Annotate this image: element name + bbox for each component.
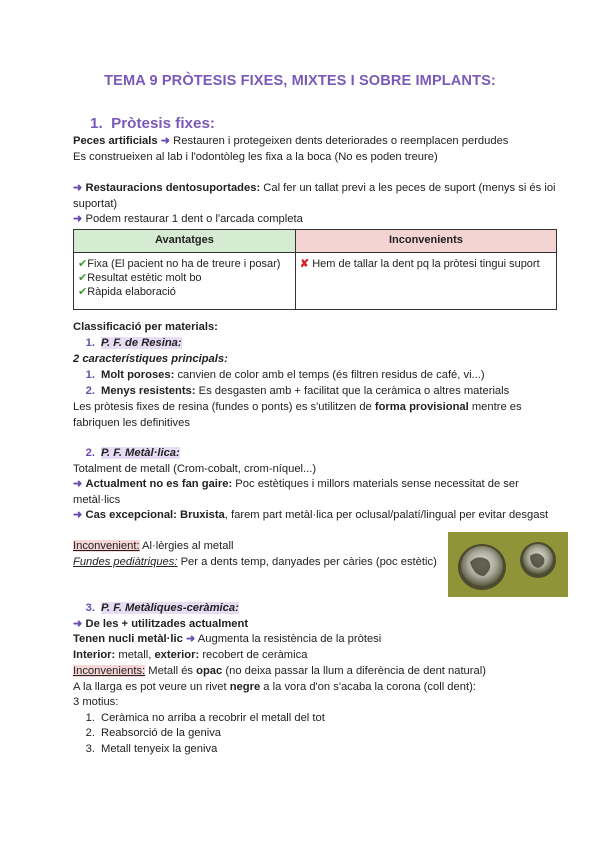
metalcer-label: P. F. Metàliques-ceràmica: [101,602,239,614]
list-number: 3. [85,602,95,614]
metalcer-interior: Interior: metall, exterior: recobert de ceràmica [73,649,308,661]
restauracions-paragraph [73,181,563,212]
classificacio-heading: Classificació per materials: [73,321,218,333]
arrow-icon: ➜ [73,213,83,225]
definition-line [73,134,563,150]
resina-item: 2. Menys resistents: Es desgasten amb + facilitat que la ceràmica o altres materials [85,385,510,397]
cross-icon: ✘ [299,258,310,270]
resina-subheading: 2 característiques principals: [73,353,228,365]
restaurar-text: Podem restaurar 1 dent o l'arcada completa [82,213,303,225]
list-number: 1. [85,337,95,349]
definition-text: Restauren i protegeixen dents deteriorades o reemplacen perdudes [170,135,509,147]
motiu-item: 1. Ceràmica no arriba a recobrir el metall del tot [85,712,325,724]
resina-note: Les pròtesis fixes de resina (fundes o ponts) es s'utilitzen de forma provisional mentre es fabriquen les definitives [73,401,522,429]
arrow-icon: ➜ [73,478,83,490]
dental-crowns-photo [448,532,568,597]
resina-heading [73,336,563,352]
metal-bullet: ➜ Actualment no es fan gaire: Poc estètiques i millors materials sense necessitat de ser metàl·lics [73,478,519,506]
resina-label: P. F. de Resina: [101,337,182,349]
section-heading-text: Pròtesis fixes: [111,115,215,132]
inconvenient-text: Hem de tallar la dent pq la pròtesi tingui suport [312,258,540,270]
metal-inconvenient: Inconvenient: Al·lèrgies al metall [73,540,234,552]
metal-bullet: ➜ Cas excepcional: Bruxista, farem part metàl·lica per oclusal/palatí/lingual per evitar desgast [73,509,549,521]
section-heading-protesis-fixes [90,116,215,132]
construction-line: Es construeixen al lab i l'odontòleg les fixa a la boca (No es poden treure) [73,151,438,163]
inconvenient-label: Inconvenient: [73,540,140,552]
metalcer-bullet: ➜ De les + utilitzades actualment [73,618,249,630]
inconvenients-cell [295,253,556,310]
metal-heading [73,446,563,462]
check-icon: ✔ [78,286,88,298]
motiu-item: 2. Reabsorció de la geniva [85,727,222,739]
fundes-pediatriques: Fundes pediàtriques: Per a dents temp, danyades per càries (poc estètic) [73,556,437,568]
term-peces-artificials: Peces artificials [73,135,158,147]
crowns-image-icon [448,532,568,597]
arrow-icon: ➜ [73,182,83,194]
term-restauracions: Restauracions dentosuportades: [85,182,261,194]
pros-cons-table [73,229,557,310]
arrow-icon: ➜ [160,135,171,147]
restaurar-line [73,212,563,228]
fundes-label: Fundes pediàtriques: [73,556,178,568]
metalcer-nucli: Tenen nucli metàl·lic ➜ Augmenta la resistència de la pròtesi [73,633,382,645]
motiu-item: 3. Metall tenyeix la geniva [85,743,218,755]
check-icon: ✔ [78,272,88,284]
avantatge-item: ✔Resultat estètic molt bo [78,272,202,284]
avantatges-cell [74,253,296,310]
avantatge-item: ✔Fixa (El pacient no ha de treure i posar) [78,258,281,270]
check-icon: ✔ [78,258,88,270]
restauracions-text: Cal fer un tallat previ a les peces de suport (menys si és ioi suportat) [73,182,556,210]
metalcer-rivet: A la llarga es pot veure un rivet negre a la vora d'on s'acaba la corona (coll dent): [73,681,476,693]
metalcer-inconvenients: Inconvenients: Metall és opac (no deixa passar la llum a diferència de dent natural) [73,665,486,677]
arrow-icon: ➜ [73,509,83,521]
inconvenients-label: Inconvenients: [73,665,146,677]
header-inconvenients: Inconvenients [295,230,556,253]
avantatge-item: ✔Ràpida elaboració [78,286,176,298]
motius-line: 3 motius: [73,696,119,708]
page-title: TEMA 9 PRÒTESIS FIXES, MIXTES I SOBRE IMPLANTS: [104,73,496,89]
section-number: 1. [90,115,103,132]
list-number: 2. [85,447,95,459]
arrow-icon: ➜ [73,618,83,630]
arrow-icon: ➜ [185,633,196,645]
metal-line: Totalment de metall (Crom-cobalt, crom-níquel...) [73,463,317,475]
resina-item: 1. Molt poroses: canvien de color amb el temps (és filtren residus de café, vi...) [85,369,485,381]
metal-label: P. F. Metàl·lica: [101,447,180,459]
metalcer-heading [73,601,563,617]
header-avantatges: Avantatges [74,230,296,253]
